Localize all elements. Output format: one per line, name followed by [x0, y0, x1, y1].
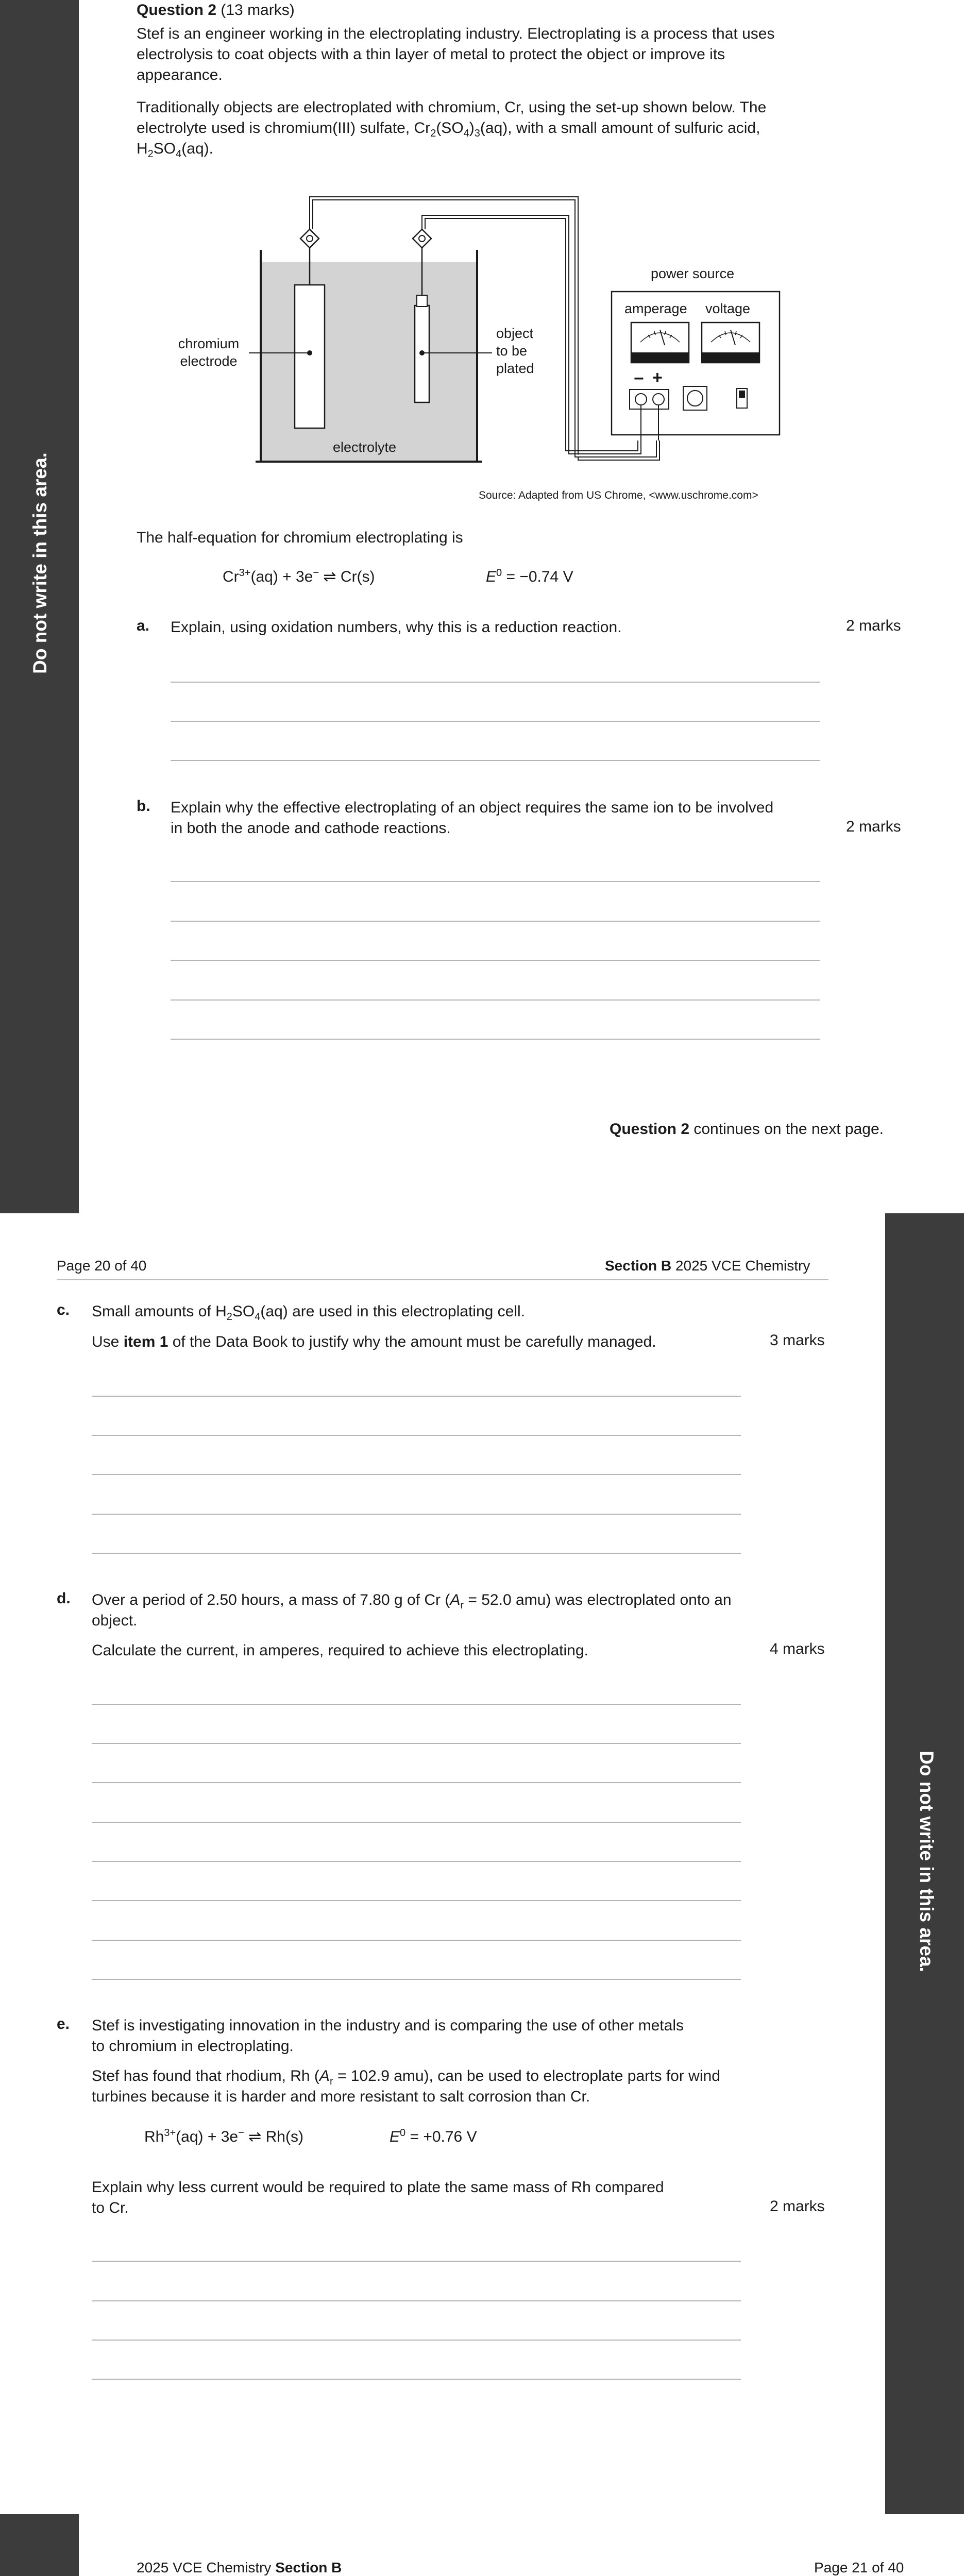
label-chromium-electrode: chromium electrode — [178, 336, 240, 369]
answer-line-d7[interactable] — [92, 1940, 741, 1941]
answer-line-b1[interactable] — [171, 881, 820, 882]
label-power-source: power source — [651, 266, 735, 281]
answer-line-d1[interactable] — [92, 1704, 741, 1705]
electroplating-diagram — [170, 188, 799, 477]
terminal-negative — [635, 394, 647, 405]
chromium-electrode — [295, 285, 325, 428]
label-amperage: amperage — [624, 301, 687, 316]
margin-note-right: Do not write in this area. — [916, 1751, 937, 1972]
part-c-line1: Small amounts of $H_2SO_4(aq)$ are used in this electroplating cell. — [92, 1303, 525, 1323]
answer-line-d5[interactable] — [92, 1861, 741, 1862]
label-plus: + — [652, 368, 663, 387]
part-c-line2: Use item 1 of the Data Book to justify why the amount must be carefully managed. — [92, 1333, 656, 1350]
part-c-letter: c. — [57, 1301, 70, 1318]
answer-line-b3[interactable] — [171, 960, 820, 961]
answer-line-a3[interactable] — [171, 760, 820, 761]
part-e-letter: e. — [57, 2015, 70, 2032]
label-voltage: voltage — [705, 301, 751, 316]
answer-line-c4[interactable] — [92, 1514, 741, 1515]
half-equation-potential: $E^0 = -0.74$ V — [486, 567, 573, 585]
part-e-line1: Stef is investigating innovation in the industry and is comparing the use of other metals to chromium in electroplating. — [92, 2017, 684, 2055]
answer-line-d4[interactable] — [92, 1822, 741, 1823]
answer-line-e2[interactable] — [92, 2300, 741, 2301]
part-d-marks: 4 marks — [770, 1640, 825, 1657]
electrolyte-liquid — [261, 262, 477, 462]
answer-line-e4[interactable] — [92, 2379, 741, 2380]
footer-page-number: Page 21 of 40 — [814, 2560, 904, 2575]
part-b-marks: 2 marks — [846, 818, 901, 835]
part-d-line2: Calculate the current, in amperes, required to achieve this electroplating. — [92, 1642, 588, 1659]
part-b-question: Explain why the effective electroplating of an object requires the same ion to be involved in both the anode and cathode reactions. — [171, 799, 774, 837]
part-b-letter: b. — [137, 798, 150, 815]
part-d-line1: Over a period of 2.50 hours, a mass of 7.80 g of Cr ($A_r = 52.0$ amu) was electroplated onto an object. — [92, 1591, 732, 1629]
terminal-positive — [653, 394, 664, 405]
answer-line-a2[interactable] — [171, 721, 820, 722]
part-e-line3: Explain why less current would be required to plate the same mass of Rh compared to Cr. — [92, 2179, 664, 2216]
answer-line-d6[interactable] — [92, 1900, 741, 1901]
half-equation: $Cr^{3+}(aq) + 3e^-$ ⇌ Cr(s) — [223, 567, 375, 585]
answer-line-d8[interactable] — [92, 1979, 741, 1980]
intro-paragraph-1: Stef is an engineer working in the electroplating industry. Electroplating is a process that uses electrolysis to coat objects with a thin layer of metal to protect the object or improve its appearance. — [137, 25, 775, 83]
answer-line-d2[interactable] — [92, 1743, 741, 1744]
part-e-equation: $Rh^{3+}(aq) + 3e^-$ ⇌ Rh(s) — [144, 2127, 303, 2145]
label-minus: − — [634, 369, 644, 388]
header-rule — [57, 1279, 828, 1280]
part-e-potential: $E^0 = +0.76$ V — [390, 2127, 477, 2145]
part-a-marks: 2 marks — [846, 617, 901, 634]
margin-bar-left-bottom — [0, 2514, 79, 2576]
page-number-header: Page 20 of 40 — [57, 1258, 147, 1274]
answer-line-c1[interactable] — [92, 1396, 741, 1397]
answer-line-d3[interactable] — [92, 1782, 741, 1783]
part-a-letter: a. — [137, 617, 150, 634]
answer-line-c2[interactable] — [92, 1435, 741, 1436]
answer-line-b4[interactable] — [171, 999, 820, 1001]
answer-line-c5[interactable] — [92, 1553, 741, 1554]
part-e-line2: Stef has found that rhodium, Rh ($A_r = 102.9$ amu), can be used to electroplate parts for wind turbines because it is harder and more resistant to salt corrosion than Cr. — [92, 2067, 720, 2105]
answer-line-b5[interactable] — [171, 1039, 820, 1040]
question-heading: Question 2 (13 marks) — [137, 2, 295, 19]
answer-line-e3[interactable] — [92, 2340, 741, 2341]
footer-left: 2025 VCE Chemistry Section B — [137, 2560, 342, 2575]
continues-note: Question 2 continues on the next page. — [610, 1121, 884, 1138]
margin-note-left: Do not write in this area. — [29, 452, 50, 674]
answer-line-e1[interactable] — [92, 2261, 741, 2262]
part-a-question: Explain, using oxidation numbers, why this is a reduction reaction. — [171, 619, 622, 636]
answer-line-c3[interactable] — [92, 1474, 741, 1475]
label-object-to-be-plated: object to be plated — [496, 326, 534, 376]
part-d-letter: d. — [57, 1590, 71, 1607]
part-e-marks: 2 marks — [770, 2198, 825, 2215]
intro-paragraph-2: Traditionally objects are electroplated with chromium, Cr, using the set-up shown below. The electrolyte used is chromium(III) sulfate, $Cr_2(SO_4)_3(aq)$, with a small amount of sulfuric acid, $H_2SO_4(aq)$. — [137, 99, 767, 160]
section-header: Section B 2025 VCE Chemistry — [605, 1258, 810, 1274]
answer-line-b2[interactable] — [171, 921, 820, 922]
half-equation-intro: The half-equation for chromium electroplating is — [137, 529, 463, 546]
answer-line-a1[interactable] — [171, 682, 820, 683]
diagram-source: Source: Adapted from US Chrome, <www.uschrome.com> — [479, 489, 758, 501]
label-electrolyte: electrolyte — [333, 439, 397, 455]
part-c-marks: 3 marks — [770, 1332, 825, 1349]
